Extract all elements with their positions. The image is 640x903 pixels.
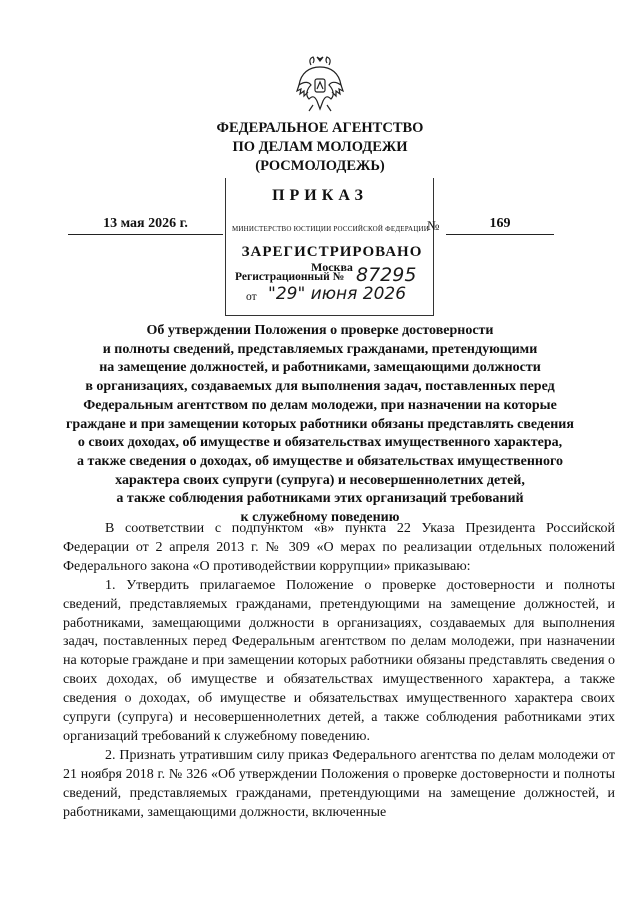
- order-title: [40, 322, 600, 528]
- title-line: о своих доходах, об имуществе и обязательствах имущественного характера,: [77, 435, 563, 451]
- title-line: а также соблюдения работниками этих организаций требований: [116, 491, 524, 507]
- body-paragraph: 2. Признать утратившим силу приказ Федерального агентства по делам молодежи от 21 ноября 2018 г. № 326 «Об утверждении Положения о проверке достоверности и полноты сведений, представляемых гражданами, претендующими на замещение должностей, и работниками, замещающими должности, включенные: [63, 747, 615, 820]
- number-sign: №: [427, 218, 440, 233]
- stamp-ministry: МИНИСТЕРСТВО ЮСТИЦИИ РОССИЙСКОЙ ФЕДЕРАЦИИ: [232, 225, 429, 233]
- stamp-registered: ЗАРЕГИСТРИРОВАНО: [241, 244, 423, 260]
- title-line: а также сведения о доходах, об имуществе и обязательствах имущественного: [76, 453, 564, 469]
- title-line: в организациях, создаваемых для выполнения задач, поставленных перед: [85, 379, 555, 395]
- title-line: к служебному поведению: [240, 510, 400, 526]
- stamp-reg-label: Регистрационный №: [235, 271, 345, 283]
- doc-type: ПРИКАЗ: [272, 187, 368, 204]
- agency-line: (РОСМОЛОДЕЖЬ): [255, 158, 385, 174]
- stamp-reg-number: 87295: [356, 264, 417, 286]
- title-line: и полноты сведений, представляемых гражданами, претендующими: [102, 341, 538, 357]
- body-paragraph: 1. Утвердить прилагаемое Положение о проверке достоверности и полноты сведений, представляемых гражданами, претендующими на замещение должностей, и работниками, замещающими должности в организациях, создаваемых для выполнения задач, поставленных перед Федеральным агентством по делам молодежи, при назначении на которые граждане и при замещении которых работники обязаны представлять сведения о своих доходах, об имуществе и обязательствах имущественного характера, а также сведения о доходах, об имуществе и обязательствах имущественного характера своих супруги (супруга) и несовершеннолетних детей, а также соблюдения работниками этих организаций требований к служебному поведению.: [63, 577, 616, 744]
- title-line: на замещение должностей, и работниками, замещающими должности: [99, 360, 541, 376]
- order-date: 13 мая 2026 г.: [68, 216, 223, 235]
- agency-line: ФЕДЕРАЛЬНОЕ АГЕНТСТВО: [216, 120, 424, 136]
- coat-of-arms-icon: [295, 55, 345, 115]
- title-line: Федеральным агентством по делам молодежи, при назначении на которые: [83, 397, 557, 413]
- order-body: [63, 520, 615, 823]
- order-number: 169: [446, 216, 554, 235]
- stamp-city: Москва: [311, 260, 353, 274]
- title-line: граждане и при замещении которых работники обязаны представлять сведения: [66, 416, 574, 432]
- title-line: Об утверждении Положения о проверке достоверности: [146, 323, 494, 338]
- title-line: характера своих супруги (супруга) и несовершеннолетних детей,: [115, 472, 525, 488]
- stamp-from-date: "29" июня 2026: [268, 284, 407, 304]
- body-paragraph: В соответствии с подпунктом «в» пункта 22 Указа Президента Российской Федерации от 2 апреля 2013 г. № 309 «О мерах по реализации отдельных положений Федерального закона «О противодействии коррупции» приказываю:: [63, 521, 615, 574]
- agency-line: ПО ДЕЛАМ МОЛОДЕЖИ: [232, 139, 408, 155]
- stamp-from-label: от: [246, 291, 257, 303]
- agency-name: [0, 119, 640, 176]
